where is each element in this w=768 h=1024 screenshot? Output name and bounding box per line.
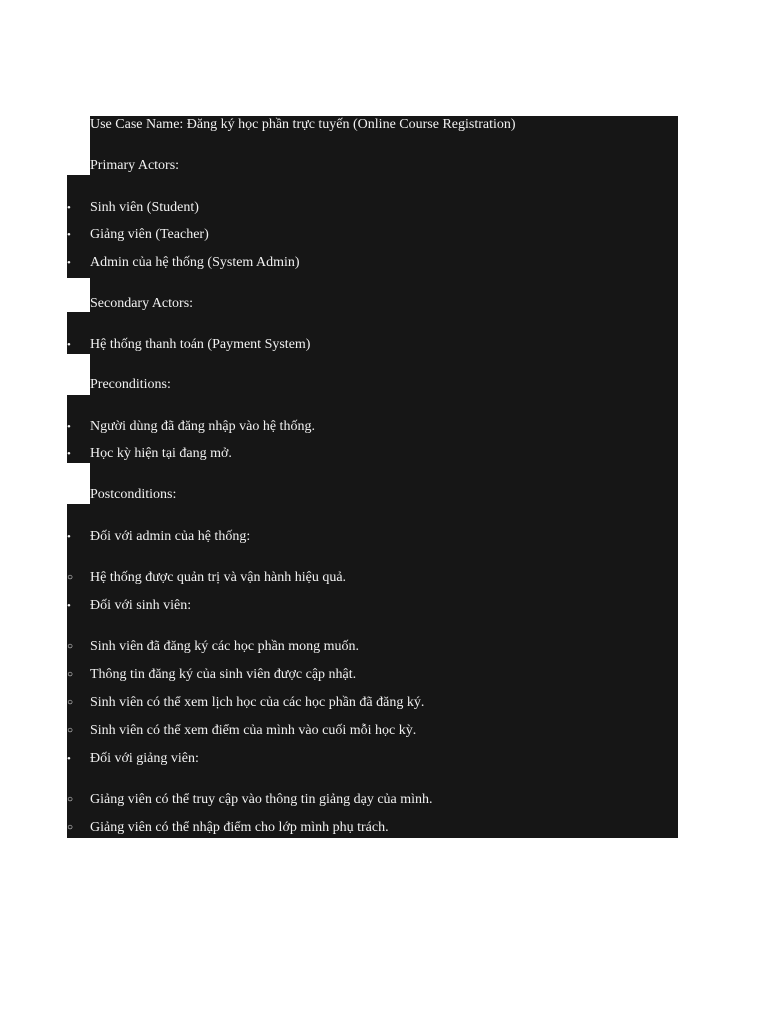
list-item: Hệ thống thanh toán (Payment System) bbox=[90, 337, 311, 352]
bullet-icon: • bbox=[67, 202, 71, 214]
primary-actors-heading: Primary Actors: bbox=[90, 158, 180, 173]
bullet-icon: • bbox=[67, 257, 71, 269]
list-item: Người dùng đã đăng nhập vào hệ thống. bbox=[90, 419, 315, 434]
bullet-icon: • bbox=[67, 229, 71, 241]
list-item: Sinh viên có thể xem điểm của mình vào cuối mỗi học kỳ. bbox=[90, 723, 417, 738]
circle-bullet-icon: ○ bbox=[67, 572, 74, 583]
list-item: Giảng viên (Teacher) bbox=[90, 227, 209, 242]
highlight-block bbox=[90, 354, 678, 395]
circle-bullet-icon: ○ bbox=[67, 725, 74, 736]
list-item: Sinh viên có thể xem lịch học của các học phần đã đăng ký. bbox=[90, 695, 425, 710]
list-item: Admin của hệ thống (System Admin) bbox=[90, 255, 300, 270]
circle-bullet-icon: ○ bbox=[67, 794, 74, 805]
bullet-icon: • bbox=[67, 753, 71, 765]
circle-bullet-icon: ○ bbox=[67, 641, 74, 652]
list-item: Thông tin đăng ký của sinh viên được cập nhật. bbox=[90, 667, 357, 682]
highlight-block bbox=[90, 463, 678, 504]
bullet-icon: • bbox=[67, 600, 71, 612]
postcondition-group-teacher: Đối với giảng viên: bbox=[90, 751, 199, 766]
list-item: Sinh viên đã đăng ký các học phần mong muốn. bbox=[90, 639, 360, 654]
circle-bullet-icon: ○ bbox=[67, 697, 74, 708]
bullet-icon: • bbox=[67, 531, 71, 543]
postconditions-heading: Postconditions: bbox=[90, 487, 177, 502]
bullet-icon: • bbox=[67, 339, 71, 351]
list-item: Giảng viên có thể nhập điểm cho lớp mình phụ trách. bbox=[90, 820, 389, 835]
bullet-icon: • bbox=[67, 448, 71, 460]
use-case-name: Use Case Name: Đăng ký học phần trực tuyến (Online Course Registration) bbox=[90, 117, 516, 132]
bullet-icon: • bbox=[67, 421, 71, 433]
secondary-actors-heading: Secondary Actors: bbox=[90, 296, 194, 311]
circle-bullet-icon: ○ bbox=[67, 669, 74, 680]
list-item: Hệ thống được quản trị và vận hành hiệu quả. bbox=[90, 570, 347, 585]
postcondition-group-student: Đối với sinh viên: bbox=[90, 598, 192, 613]
list-item: Sinh viên (Student) bbox=[90, 200, 199, 215]
list-item: Giảng viên có thể truy cập vào thông tin giảng dạy của mình. bbox=[90, 792, 433, 807]
postcondition-group-admin: Đối với admin của hệ thống: bbox=[90, 529, 251, 544]
circle-bullet-icon: ○ bbox=[67, 822, 74, 833]
preconditions-heading: Preconditions: bbox=[90, 377, 171, 392]
list-item: Học kỳ hiện tại đang mở. bbox=[90, 446, 232, 461]
